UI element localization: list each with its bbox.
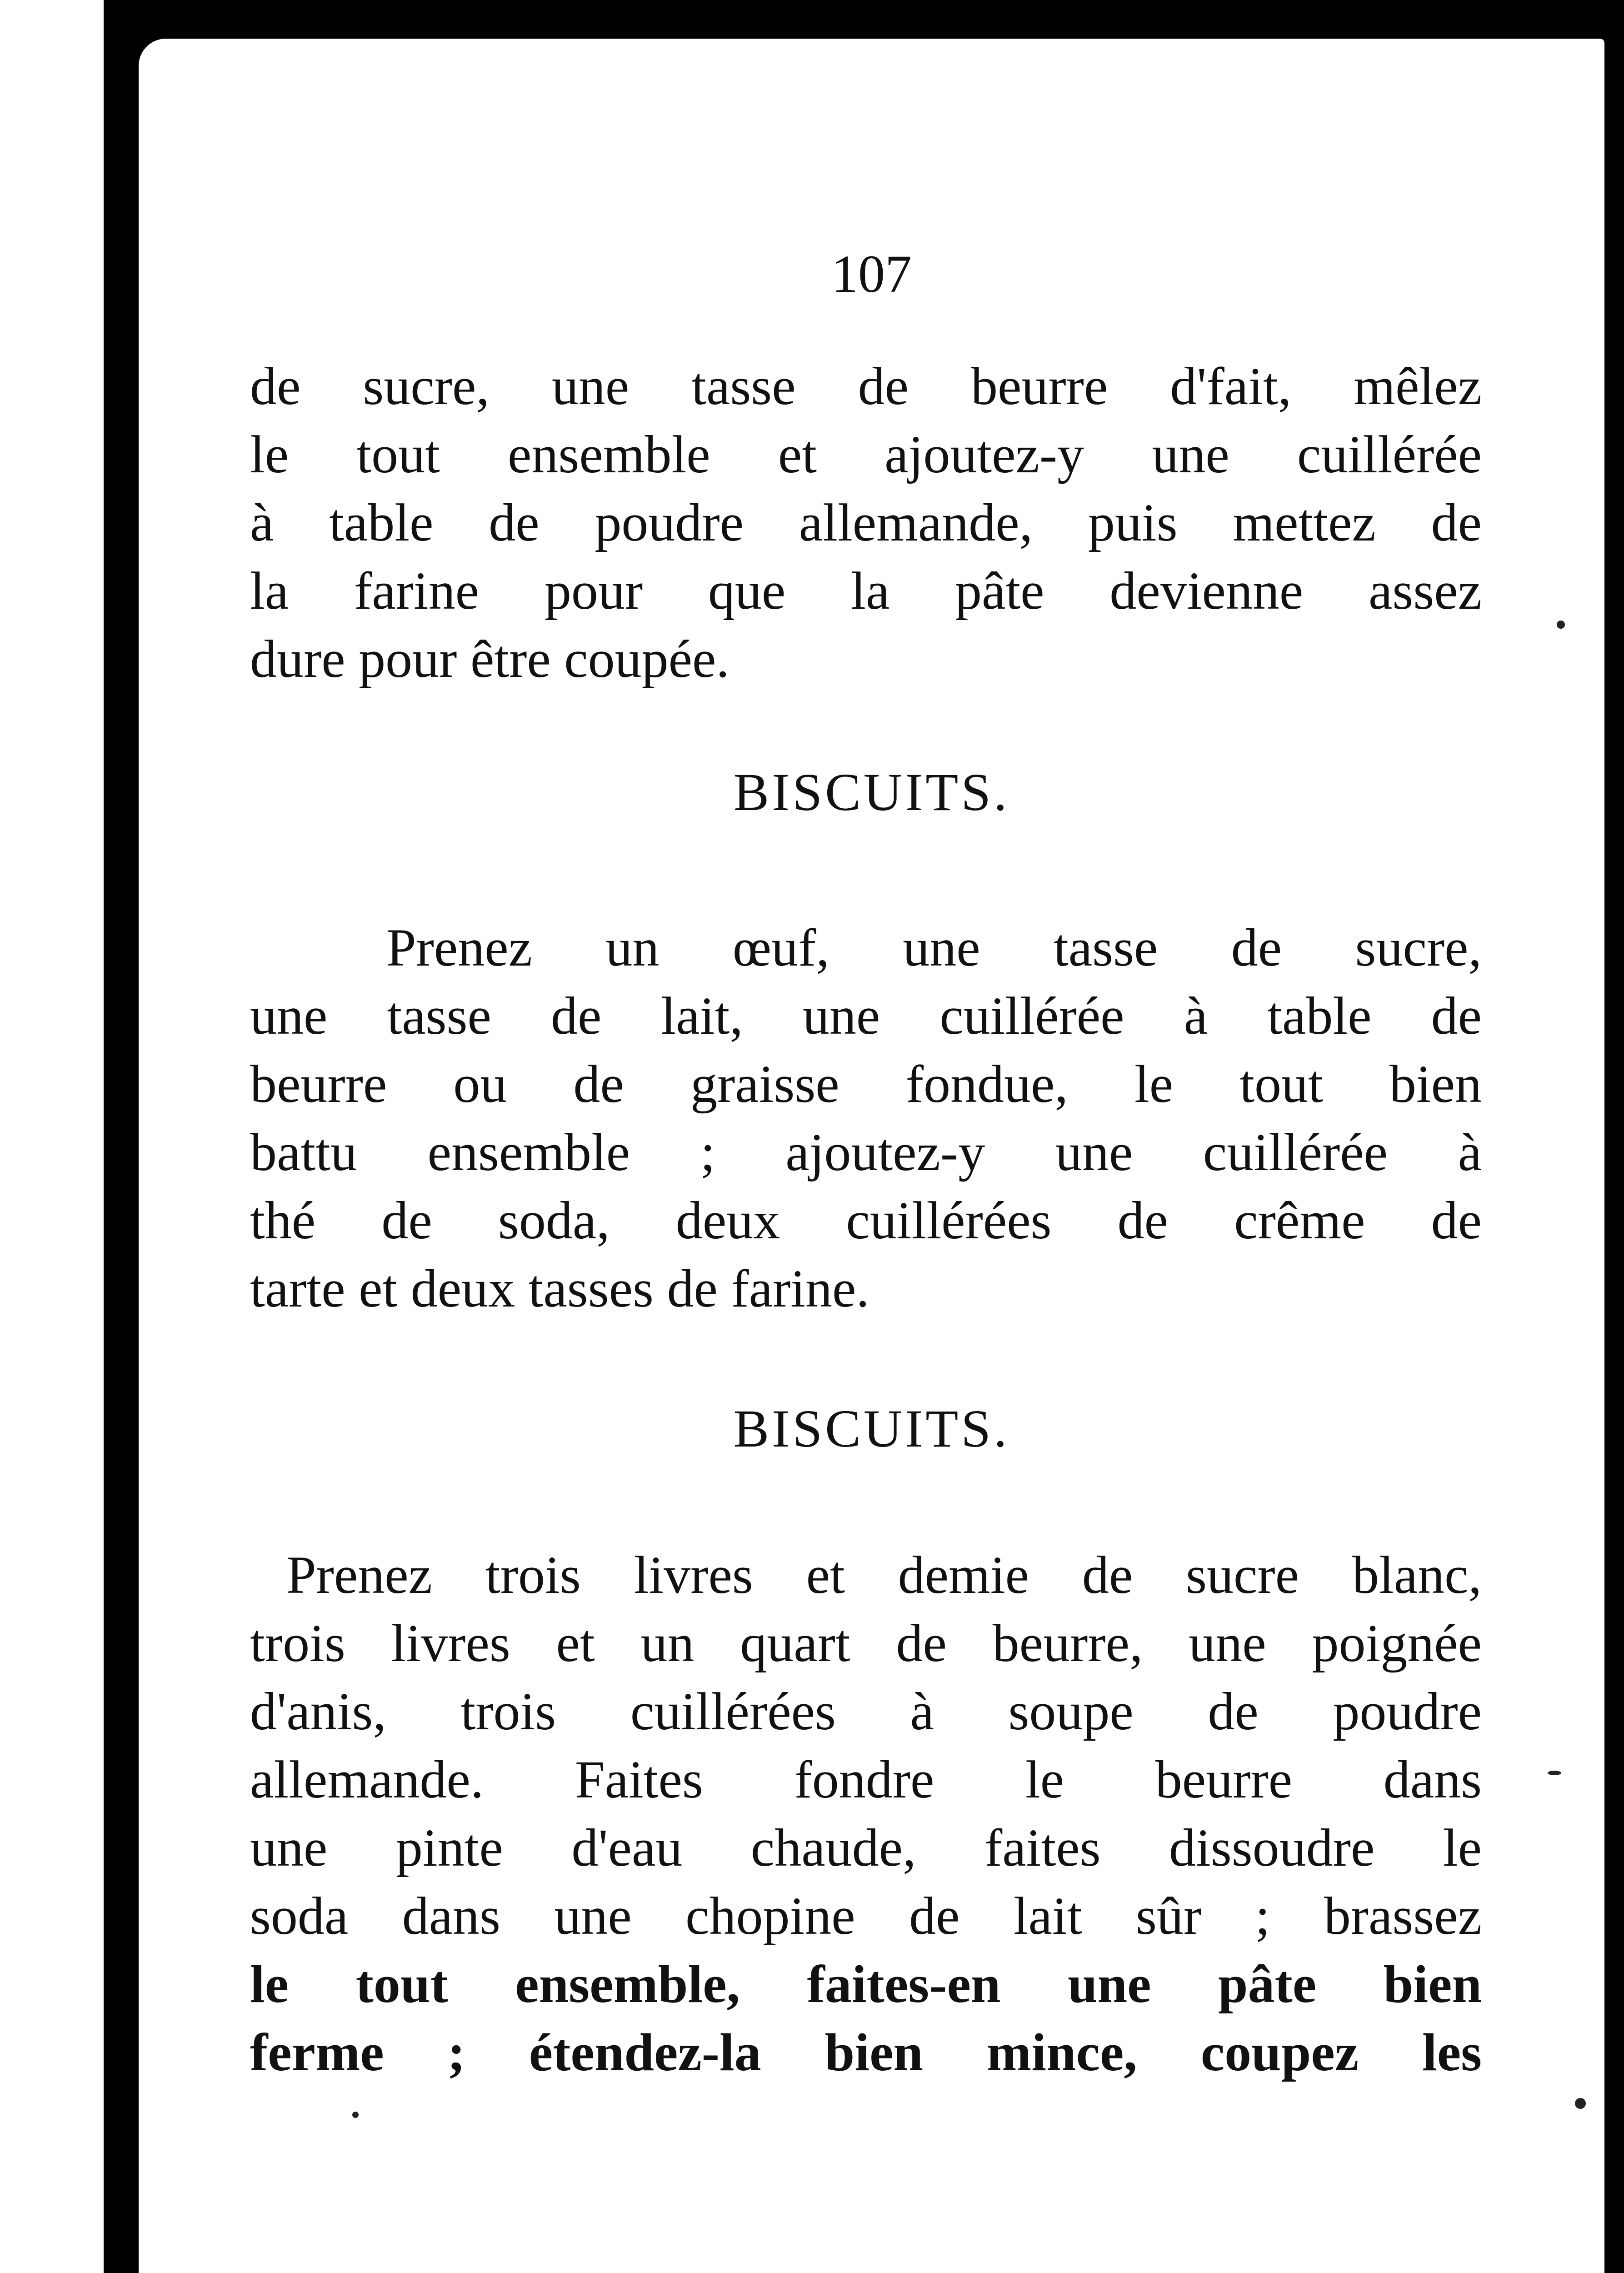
paragraph-continuation: [250, 352, 1482, 693]
text-line: trois livres et un quart de beurre, une poignée: [250, 1613, 1482, 1673]
text-line: dure pour être coupée.: [250, 629, 730, 689]
text-line: à table de poudre allemande, puis mettez de: [250, 493, 1482, 552]
print-speck: [352, 2112, 359, 2118]
text-line: de sucre, une tasse de beurre d'fait, mêlez: [250, 356, 1482, 416]
print-speck: [1548, 1771, 1561, 1775]
section-heading: BISCUITS.: [733, 762, 1010, 822]
text-line: le tout ensemble, faites-en une pâte bien: [250, 1954, 1482, 2014]
text-line: ferme ; étendez-la bien mince, coupez les: [250, 2023, 1482, 2082]
text-line: la farine pour que la pâte devienne assez: [250, 561, 1482, 621]
recipe-paragraph: [250, 1541, 1482, 2087]
text-line: le tout ensemble et ajoutez-y une cuillérée: [250, 425, 1482, 484]
print-speck: [1575, 2098, 1586, 2109]
text-line: thé de soda, deux cuillérées de crême de: [250, 1191, 1482, 1250]
text-line: tarte et deux tasses de farine.: [250, 1259, 869, 1318]
text-line: une tasse de lait, une cuillérée à table de: [250, 986, 1482, 1046]
text-line: Prenez trois livres et demie de sucre blanc,: [286, 1545, 1482, 1605]
page-number: 107: [831, 244, 912, 304]
text-line: battu ensemble ; ajoutez-y une cuillérée à: [250, 1122, 1482, 1182]
print-speck: [1557, 621, 1565, 629]
text-line: allemande. Faites fondre le beurre dans: [250, 1750, 1482, 1809]
book-page: [139, 39, 1604, 2273]
text-line: Prenez un œuf, une tasse de sucre,: [386, 918, 1482, 977]
text-line: une pinte d'eau chaude, faites dissoudre le: [250, 1818, 1482, 1877]
section-heading: BISCUITS.: [733, 1399, 1010, 1458]
recipe-paragraph: [250, 914, 1482, 1323]
text-line: d'anis, trois cuillérées à soupe de poudre: [250, 1682, 1482, 1741]
text-line: beurre ou de graisse fondue, le tout bien: [250, 1054, 1482, 1114]
text-line: soda dans une chopine de lait sûr ; brassez: [250, 1886, 1482, 1946]
facing-page-margin: [0, 0, 104, 2273]
